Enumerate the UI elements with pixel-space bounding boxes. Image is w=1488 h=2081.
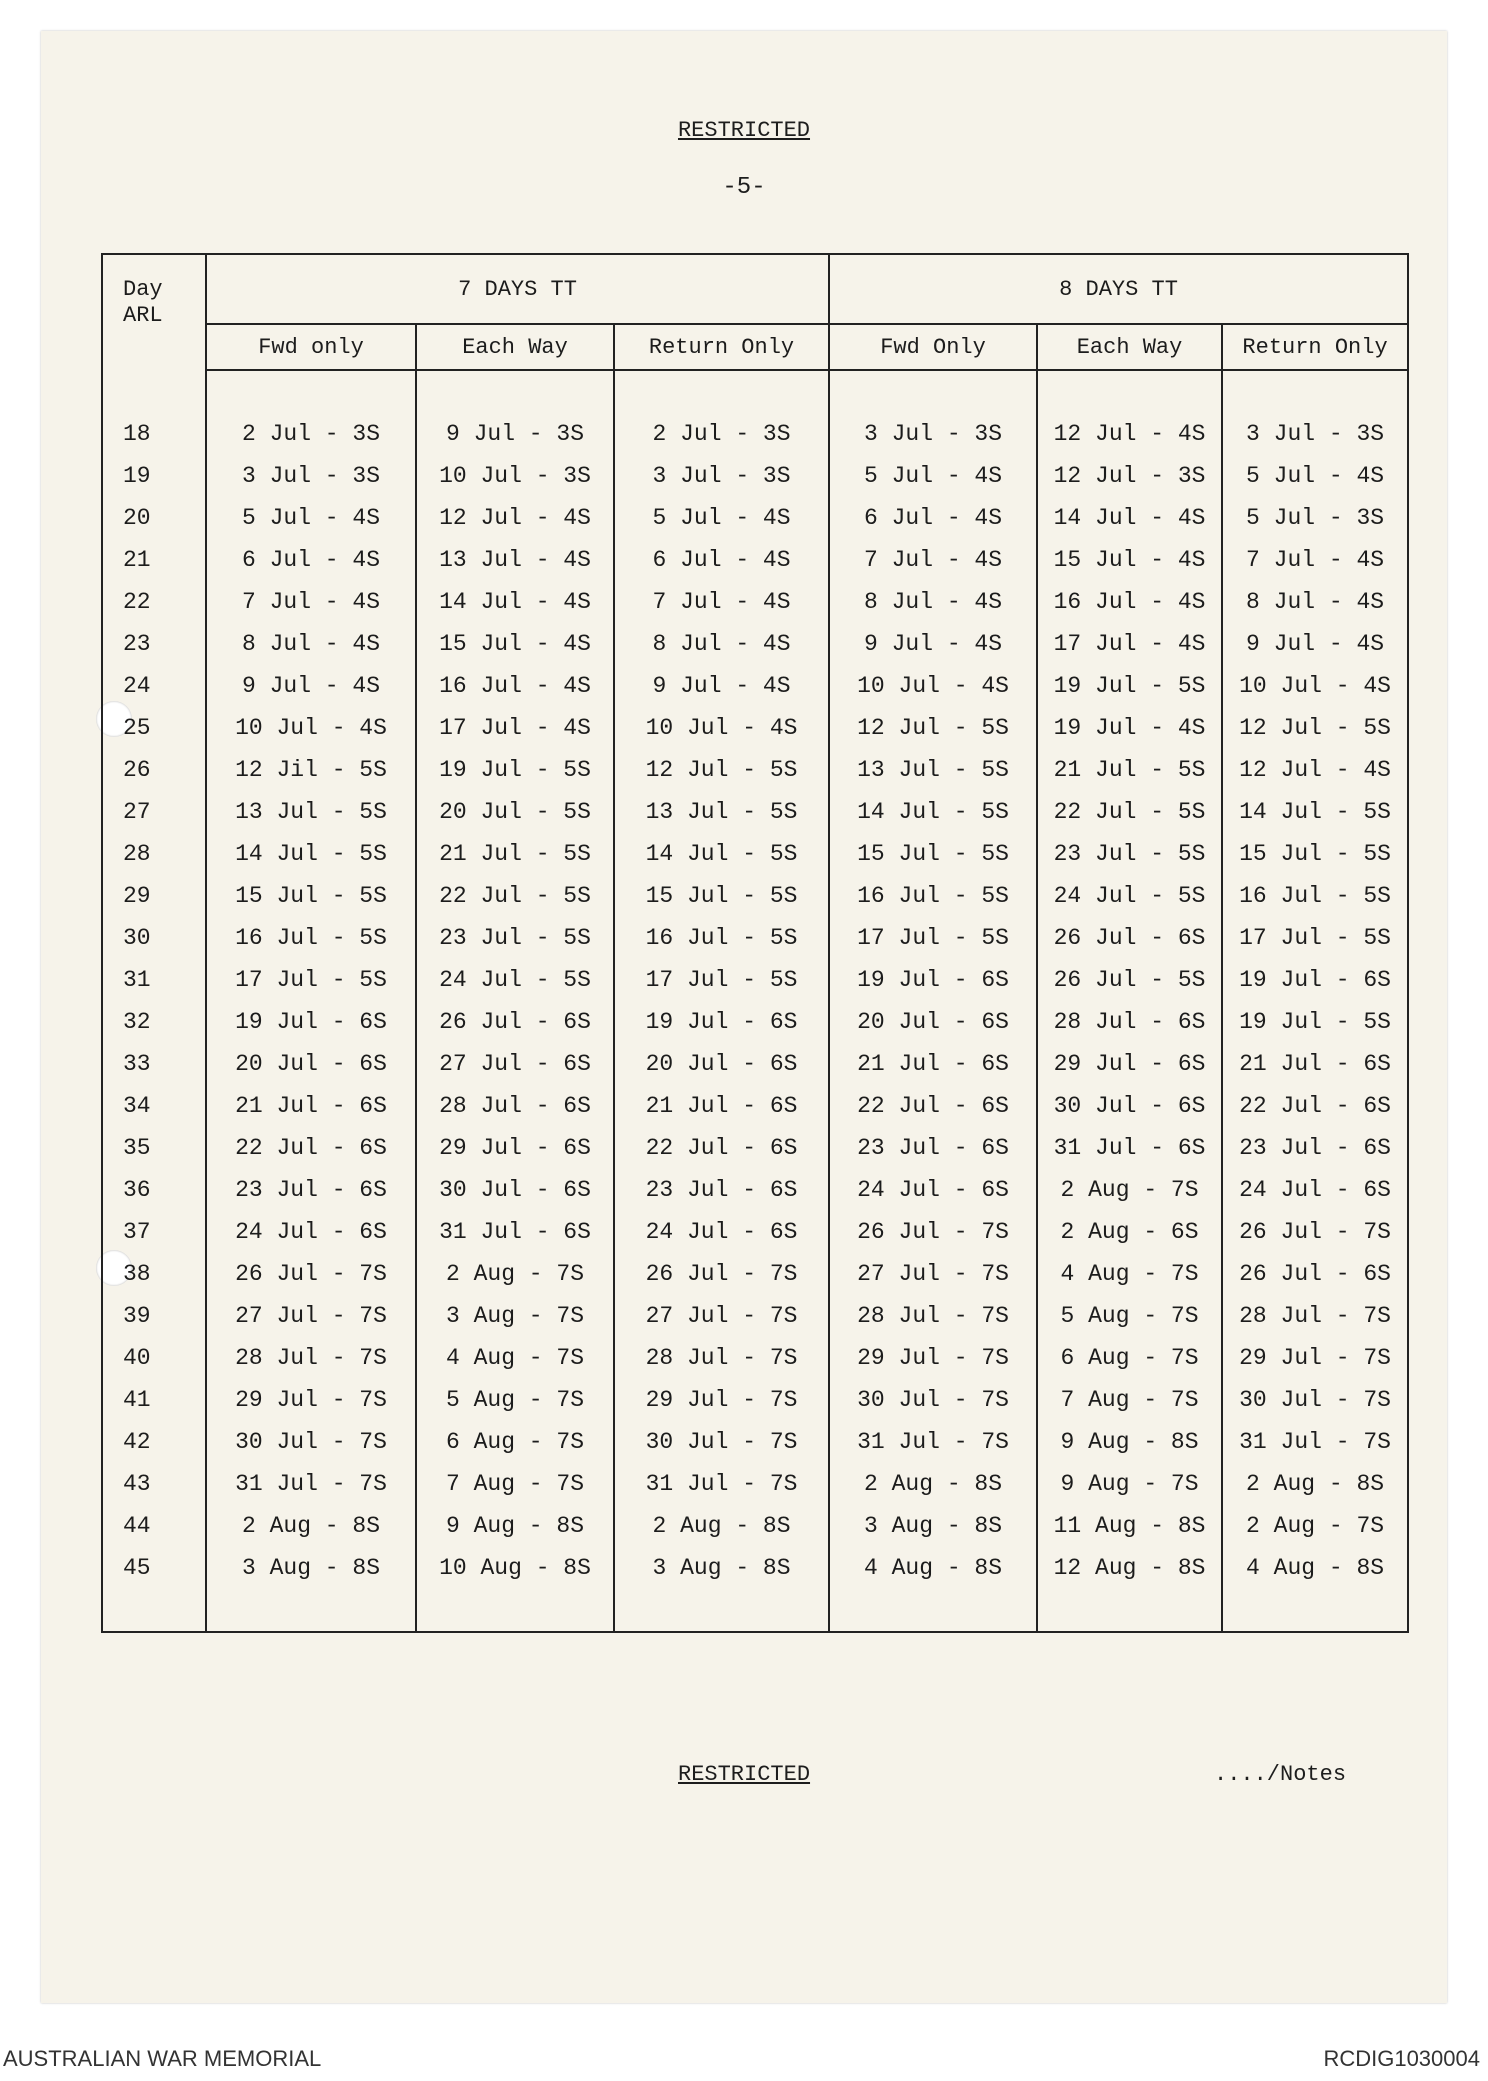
table-cell: 26 Jul - 7S [1222, 1211, 1408, 1253]
table-row [102, 1295, 1408, 1337]
table-cell: 31 Jul - 7S [614, 1463, 829, 1505]
day-cell: 42 [102, 1421, 206, 1463]
table-cell: 27 Jul - 7S [206, 1295, 416, 1337]
table-cell: 11 Aug - 8S [1037, 1505, 1222, 1547]
table-cell: 13 Jul - 5S [206, 791, 416, 833]
day-cell: 18 [102, 413, 206, 455]
table-cell: 24 Jul - 6S [1222, 1169, 1408, 1211]
table-cell: 22 Jul - 6S [829, 1085, 1037, 1127]
table-row [102, 1169, 1408, 1211]
table-cell: 2 Aug - 7S [1222, 1505, 1408, 1547]
table-cell: 26 Jul - 5S [1037, 959, 1222, 1001]
table-cell: 3 Aug - 8S [614, 1547, 829, 1589]
table-cell: 17 Jul - 4S [416, 707, 614, 749]
table-row [102, 665, 1408, 707]
table-cell: 31 Jul - 7S [1222, 1421, 1408, 1463]
table-cell: 16 Jul - 5S [206, 917, 416, 959]
table-row [102, 539, 1408, 581]
table-cell: 31 Jul - 6S [1037, 1127, 1222, 1169]
table-cell: 7 Jul - 4S [1222, 539, 1408, 581]
table-cell: 14 Jul - 5S [614, 833, 829, 875]
day-cell: 25 [102, 707, 206, 749]
table-cell: 30 Jul - 6S [1037, 1085, 1222, 1127]
table-cell: 16 Jul - 5S [614, 917, 829, 959]
table-cell: 20 Jul - 6S [829, 1001, 1037, 1043]
day-cell: 24 [102, 665, 206, 707]
table-row [102, 791, 1408, 833]
table-cell: 30 Jul - 7S [614, 1421, 829, 1463]
table-cell: 17 Jul - 5S [829, 917, 1037, 959]
table-cell: 28 Jul - 7S [206, 1337, 416, 1379]
table-cell: 30 Jul - 7S [1222, 1379, 1408, 1421]
table-cell: 28 Jul - 7S [1222, 1295, 1408, 1337]
table-cell: 2 Aug - 8S [614, 1505, 829, 1547]
col-header: Return Only [614, 324, 829, 370]
spacer-row [102, 1589, 1408, 1632]
day-cell: 35 [102, 1127, 206, 1169]
day-cell: 30 [102, 917, 206, 959]
table-cell: 20 Jul - 5S [416, 791, 614, 833]
day-cell: 36 [102, 1169, 206, 1211]
table-cell: 6 Aug - 7S [1037, 1337, 1222, 1379]
table-cell: 21 Jul - 6S [1222, 1043, 1408, 1085]
table-cell: 20 Jul - 6S [614, 1043, 829, 1085]
table-row [102, 875, 1408, 917]
table-cell: 6 Aug - 7S [416, 1421, 614, 1463]
group-header-8-days: 8 DAYS TT [829, 254, 1408, 324]
table-cell: 8 Jul - 4S [206, 623, 416, 665]
table-cell: 12 Jul - 5S [614, 749, 829, 791]
table-cell: 9 Jul - 4S [614, 665, 829, 707]
table-cell: 5 Jul - 4S [1222, 455, 1408, 497]
table-cell: 12 Jul - 5S [829, 707, 1037, 749]
table-cell: 15 Jul - 4S [1037, 539, 1222, 581]
archive-caption: AUSTRALIAN WAR MEMORIAL [3, 2046, 322, 2071]
table-row [102, 455, 1408, 497]
table-row [102, 413, 1408, 455]
table-row [102, 1001, 1408, 1043]
table-cell: 3 Jul - 3S [1222, 413, 1408, 455]
table-cell: 10 Jul - 4S [206, 707, 416, 749]
table-cell: 17 Jul - 4S [1037, 623, 1222, 665]
footer-restricted: RESTRICTED [678, 1762, 811, 1787]
table-cell: 28 Jul - 7S [614, 1337, 829, 1379]
table-row [102, 1253, 1408, 1295]
col-header: Fwd only [206, 324, 416, 370]
day-cell: 29 [102, 875, 206, 917]
table-cell: 5 Jul - 3S [1222, 497, 1408, 539]
table-cell: 14 Jul - 5S [206, 833, 416, 875]
table-cell: 12 Jul - 4S [1037, 413, 1222, 455]
day-cell: 45 [102, 1547, 206, 1589]
day-cell: 32 [102, 1001, 206, 1043]
table-cell: 29 Jul - 6S [416, 1127, 614, 1169]
table-cell: 19 Jul - 6S [829, 959, 1037, 1001]
table-cell: 3 Aug - 8S [206, 1547, 416, 1589]
day-arl-header [102, 254, 206, 370]
table-cell: 28 Jul - 7S [829, 1295, 1037, 1337]
table-cell: 24 Jul - 5S [416, 959, 614, 1001]
day-header-line2: ARL [123, 303, 163, 328]
group-header-7-days: 7 DAYS TT [206, 254, 829, 324]
table-cell: 15 Jul - 5S [1222, 833, 1408, 875]
table-cell: 15 Jul - 5S [614, 875, 829, 917]
table-cell: 4 Aug - 8S [1222, 1547, 1408, 1589]
table-cell: 4 Aug - 8S [829, 1547, 1037, 1589]
footer-continued-notes: ..../Notes [1214, 1762, 1347, 1787]
table-cell: 9 Aug - 7S [1037, 1463, 1222, 1505]
day-cell: 31 [102, 959, 206, 1001]
table-cell: 21 Jul - 5S [1037, 749, 1222, 791]
table-cell: 22 Jul - 6S [614, 1127, 829, 1169]
table-cell: 26 Jul - 6S [1222, 1253, 1408, 1295]
table-cell: 15 Jul - 4S [416, 623, 614, 665]
table-row [102, 1421, 1408, 1463]
table-row [102, 581, 1408, 623]
table-cell: 9 Jul - 4S [829, 623, 1037, 665]
table-cell: 13 Jul - 4S [416, 539, 614, 581]
day-cell: 44 [102, 1505, 206, 1547]
table-cell: 3 Aug - 8S [829, 1505, 1037, 1547]
table-row [102, 749, 1408, 791]
table-cell: 30 Jul - 7S [829, 1379, 1037, 1421]
table-cell: 24 Jul - 6S [614, 1211, 829, 1253]
table-row [102, 1127, 1408, 1169]
day-cell: 23 [102, 623, 206, 665]
table-cell: 22 Jul - 6S [1222, 1085, 1408, 1127]
table-cell: 19 Jul - 5S [1037, 665, 1222, 707]
table-cell: 26 Jul - 7S [829, 1211, 1037, 1253]
table-cell: 20 Jul - 6S [206, 1043, 416, 1085]
table-cell: 22 Jul - 6S [206, 1127, 416, 1169]
table-cell: 12 Jul - 4S [416, 497, 614, 539]
table-cell: 23 Jul - 6S [829, 1127, 1037, 1169]
table-cell: 8 Jul - 4S [1222, 581, 1408, 623]
table-cell: 15 Jul - 5S [829, 833, 1037, 875]
table-cell: 4 Aug - 7S [416, 1337, 614, 1379]
table-cell: 21 Jul - 6S [614, 1085, 829, 1127]
day-cell: 38 [102, 1253, 206, 1295]
table-cell: 2 Aug - 7S [1037, 1169, 1222, 1211]
table-cell: 16 Jul - 4S [416, 665, 614, 707]
table-cell: 17 Jul - 5S [206, 959, 416, 1001]
table-cell: 26 Jul - 7S [614, 1253, 829, 1295]
day-cell: 26 [102, 749, 206, 791]
table-cell: 10 Jul - 4S [1222, 665, 1408, 707]
table-cell: 9 Jul - 4S [206, 665, 416, 707]
table-cell: 9 Jul - 4S [1222, 623, 1408, 665]
table-cell: 19 Jul - 6S [206, 1001, 416, 1043]
table-cell: 21 Jul - 6S [829, 1043, 1037, 1085]
table-cell: 12 Jul - 3S [1037, 455, 1222, 497]
table-cell: 19 Jul - 5S [1222, 1001, 1408, 1043]
table-cell: 17 Jul - 5S [1222, 917, 1408, 959]
timetable [101, 253, 1409, 1633]
table-cell: 8 Jul - 4S [829, 581, 1037, 623]
table-cell: 5 Jul - 4S [614, 497, 829, 539]
day-cell: 37 [102, 1211, 206, 1253]
table-cell: 29 Jul - 6S [1037, 1043, 1222, 1085]
col-header: Each Way [416, 324, 614, 370]
day-cell: 19 [102, 455, 206, 497]
table-cell: 2 Jul - 3S [206, 413, 416, 455]
table-cell: 26 Jul - 6S [1037, 917, 1222, 959]
table-cell: 28 Jul - 6S [416, 1085, 614, 1127]
table-cell: 14 Jul - 5S [1222, 791, 1408, 833]
table-cell: 2 Aug - 8S [829, 1463, 1037, 1505]
table-row [102, 1211, 1408, 1253]
day-cell: 21 [102, 539, 206, 581]
table-cell: 24 Jul - 6S [829, 1169, 1037, 1211]
table-cell: 2 Aug - 8S [206, 1505, 416, 1547]
table-cell: 6 Jul - 4S [614, 539, 829, 581]
table-cell: 3 Jul - 3S [614, 455, 829, 497]
table-row [102, 1043, 1408, 1085]
table-cell: 27 Jul - 7S [829, 1253, 1037, 1295]
table-cell: 30 Jul - 6S [416, 1169, 614, 1211]
table-cell: 28 Jul - 6S [1037, 1001, 1222, 1043]
table-cell: 10 Jul - 3S [416, 455, 614, 497]
header-restricted: RESTRICTED [677, 118, 811, 143]
table-row [102, 1505, 1408, 1547]
table-cell: 29 Jul - 7S [1222, 1337, 1408, 1379]
table-row [102, 1337, 1408, 1379]
table-cell: 10 Jul - 4S [829, 665, 1037, 707]
page-number: -5- [722, 174, 766, 201]
table-cell: 9 Aug - 8S [416, 1505, 614, 1547]
table-cell: 12 Jul - 5S [1222, 707, 1408, 749]
table-cell: 17 Jul - 5S [614, 959, 829, 1001]
table-cell: 3 Jul - 3S [206, 455, 416, 497]
table-cell: 2 Jul - 3S [614, 413, 829, 455]
table-cell: 2 Aug - 6S [1037, 1211, 1222, 1253]
table-cell: 4 Aug - 7S [1037, 1253, 1222, 1295]
table-cell: 7 Aug - 7S [1037, 1379, 1222, 1421]
table-cell: 2 Aug - 7S [416, 1253, 614, 1295]
table-row [102, 917, 1408, 959]
table-cell: 14 Jul - 4S [1037, 497, 1222, 539]
table-cell: 16 Jul - 4S [1037, 581, 1222, 623]
table-row [102, 1085, 1408, 1127]
table-cell: 15 Jul - 5S [206, 875, 416, 917]
table-cell: 9 Jul - 3S [416, 413, 614, 455]
table-cell: 6 Jul - 4S [829, 497, 1037, 539]
table-cell: 13 Jul - 5S [614, 791, 829, 833]
day-cell: 33 [102, 1043, 206, 1085]
day-cell: 43 [102, 1463, 206, 1505]
table-row [102, 1547, 1408, 1589]
table-cell: 29 Jul - 7S [614, 1379, 829, 1421]
table-row [102, 1463, 1408, 1505]
day-cell: 28 [102, 833, 206, 875]
archive-id: RCDIG1030004 [1323, 2046, 1480, 2071]
table-cell: 23 Jul - 6S [614, 1169, 829, 1211]
col-header: Each Way [1037, 324, 1222, 370]
table-cell: 31 Jul - 7S [206, 1463, 416, 1505]
table-cell: 5 Aug - 7S [1037, 1295, 1222, 1337]
table-cell: 21 Jul - 5S [416, 833, 614, 875]
table-cell: 19 Jul - 6S [614, 1001, 829, 1043]
table-cell: 5 Jul - 4S [206, 497, 416, 539]
table-cell: 26 Jul - 6S [416, 1001, 614, 1043]
table-cell: 7 Jul - 4S [614, 581, 829, 623]
table-cell: 9 Aug - 8S [1037, 1421, 1222, 1463]
table-cell: 16 Jul - 5S [1222, 875, 1408, 917]
table-cell: 12 Jul - 4S [1222, 749, 1408, 791]
table-cell: 7 Jul - 4S [829, 539, 1037, 581]
table-cell: 30 Jul - 7S [206, 1421, 416, 1463]
table-cell: 6 Jul - 4S [206, 539, 416, 581]
table-cell: 3 Aug - 7S [416, 1295, 614, 1337]
table-cell: 22 Jul - 5S [416, 875, 614, 917]
table-cell: 31 Jul - 7S [829, 1421, 1037, 1463]
day-cell: 39 [102, 1295, 206, 1337]
table-row [102, 707, 1408, 749]
table-cell: 16 Jul - 5S [829, 875, 1037, 917]
table-cell: 7 Aug - 7S [416, 1463, 614, 1505]
table-cell: 24 Jul - 6S [206, 1211, 416, 1253]
spacer-row [102, 370, 1408, 413]
day-cell: 41 [102, 1379, 206, 1421]
table-row [102, 959, 1408, 1001]
table-cell: 14 Jul - 5S [829, 791, 1037, 833]
table-cell: 19 Jul - 5S [416, 749, 614, 791]
table-cell: 10 Aug - 8S [416, 1547, 614, 1589]
table-cell: 23 Jul - 5S [1037, 833, 1222, 875]
table-cell: 19 Jul - 6S [1222, 959, 1408, 1001]
table-cell: 27 Jul - 7S [614, 1295, 829, 1337]
table-cell: 23 Jul - 6S [1222, 1127, 1408, 1169]
day-cell: 22 [102, 581, 206, 623]
table-cell: 13 Jul - 5S [829, 749, 1037, 791]
table-row [102, 1379, 1408, 1421]
day-cell: 40 [102, 1337, 206, 1379]
table-cell: 29 Jul - 7S [829, 1337, 1037, 1379]
table-cell: 5 Jul - 4S [829, 455, 1037, 497]
table-cell: 26 Jul - 7S [206, 1253, 416, 1295]
table-cell: 19 Jul - 4S [1037, 707, 1222, 749]
col-header: Return Only [1222, 324, 1408, 370]
table-cell: 8 Jul - 4S [614, 623, 829, 665]
day-header-line1: Day [123, 277, 163, 302]
table-cell: 12 Jil - 5S [206, 749, 416, 791]
table-cell: 27 Jul - 6S [416, 1043, 614, 1085]
table-row [102, 623, 1408, 665]
day-cell: 34 [102, 1085, 206, 1127]
table-cell: 2 Aug - 8S [1222, 1463, 1408, 1505]
table-cell: 5 Aug - 7S [416, 1379, 614, 1421]
table-cell: 14 Jul - 4S [416, 581, 614, 623]
table-cell: 23 Jul - 5S [416, 917, 614, 959]
col-header: Fwd Only [829, 324, 1037, 370]
day-cell: 20 [102, 497, 206, 539]
table-cell: 10 Jul - 4S [614, 707, 829, 749]
table-cell: 31 Jul - 6S [416, 1211, 614, 1253]
table-cell: 23 Jul - 6S [206, 1169, 416, 1211]
table-cell: 29 Jul - 7S [206, 1379, 416, 1421]
table-cell: 7 Jul - 4S [206, 581, 416, 623]
table-cell: 24 Jul - 5S [1037, 875, 1222, 917]
table-cell: 3 Jul - 3S [829, 413, 1037, 455]
table-row [102, 497, 1408, 539]
day-cell: 27 [102, 791, 206, 833]
table-cell: 12 Aug - 8S [1037, 1547, 1222, 1589]
table-cell: 21 Jul - 6S [206, 1085, 416, 1127]
table-cell: 22 Jul - 5S [1037, 791, 1222, 833]
table-row [102, 833, 1408, 875]
